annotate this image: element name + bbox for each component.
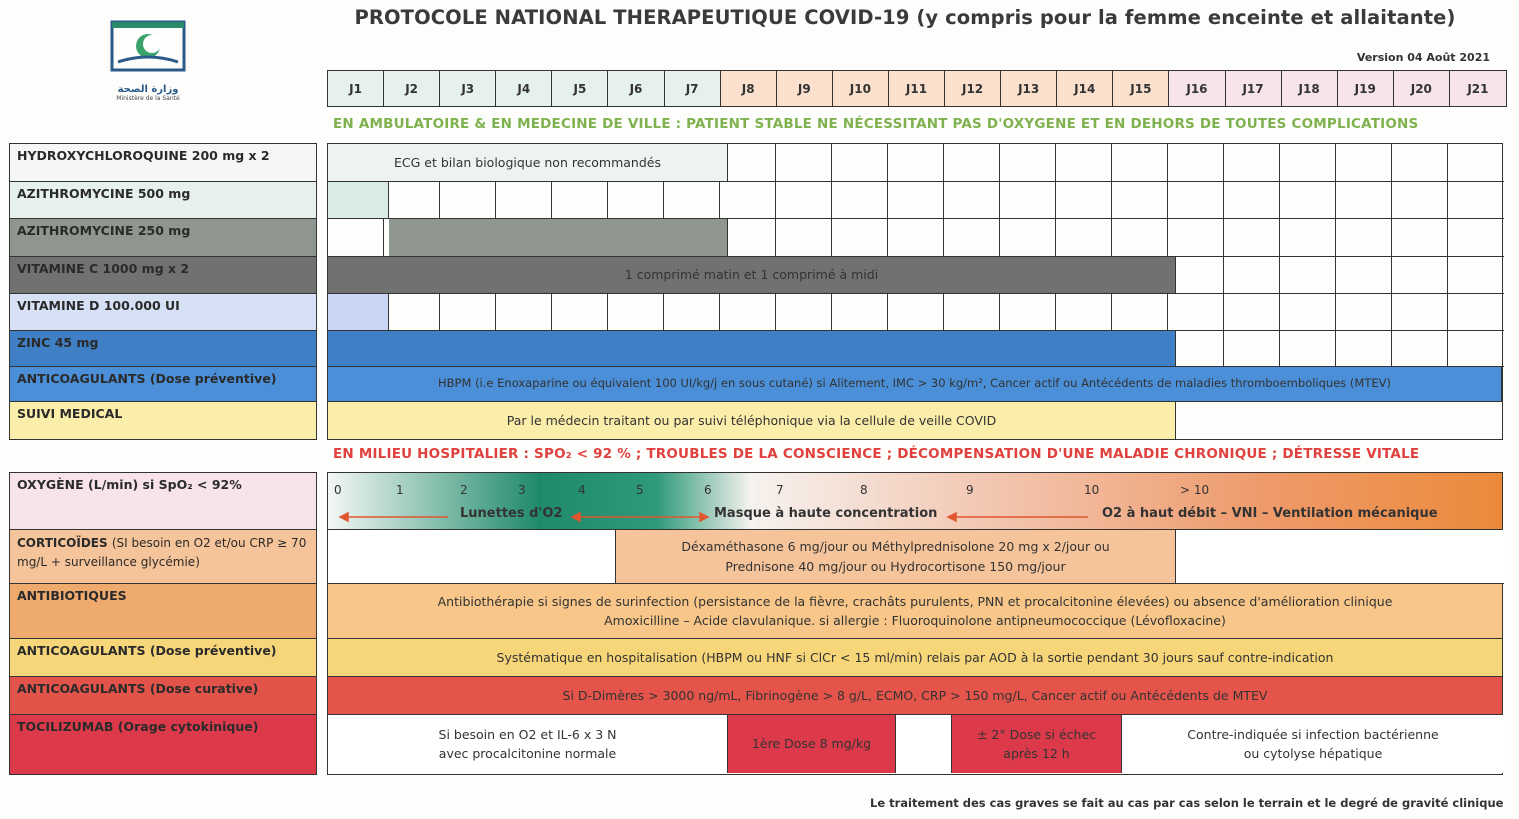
row-label-oxygene: OXYGÈNE (L/min) si SpO₂ < 92%: [9, 472, 317, 530]
day-cell: [1280, 219, 1336, 257]
day-cell: [1056, 219, 1112, 257]
day-cell: [1000, 294, 1056, 331]
row-label-zinc: ZINC 45 mg: [9, 330, 317, 367]
day-cell: [1448, 331, 1504, 367]
day-cell: [832, 294, 888, 331]
day-cell: [608, 182, 664, 219]
day-cell: [1448, 219, 1504, 257]
day-cell: [440, 294, 496, 331]
day-cell: [1280, 257, 1336, 294]
corticoides-label: CORTICOÏDES: [17, 536, 108, 550]
day-j14: J14: [1057, 71, 1113, 106]
day-j9: J9: [777, 71, 833, 106]
bar-azithro-500: [328, 182, 389, 219]
day-cell: [832, 219, 888, 257]
day-cell: [552, 294, 608, 331]
footnote: Le traitement des cas graves se fait au cas par cas selon le terrain et le degré de gravité clinique: [870, 796, 1504, 810]
o2-tick-3: 3: [518, 483, 526, 497]
day-cell: [1448, 294, 1504, 331]
row-azithromycine-500: [328, 182, 1502, 219]
o2-tick-2: 2: [460, 483, 468, 497]
day-j7: J7: [665, 71, 721, 106]
row-label-tocilizumab: TOCILIZUMAB (Orage cytokinique): [9, 714, 317, 775]
note-toci-1: [328, 715, 728, 773]
day-cell: [832, 182, 888, 219]
row-oxygene: [328, 473, 1502, 530]
day-cell: [888, 182, 944, 219]
row-label-vitamine-d: VITAMINE D 100.000 UI: [9, 293, 317, 331]
note-toci-3: [952, 715, 1122, 773]
row-label-antibiotiques: ANTIBIOTIQUES: [9, 583, 317, 639]
day-cell: [888, 219, 944, 257]
day-cell: [776, 219, 832, 257]
day-cell: [384, 294, 440, 331]
day-cell: [552, 182, 608, 219]
row-label-anticoag-cur: ANTICOAGULANTS (Dose curative): [9, 676, 317, 715]
day-cell: [1448, 144, 1504, 182]
day-cell: [1224, 331, 1280, 367]
day-cell: [776, 182, 832, 219]
day-cell: [1336, 331, 1392, 367]
day-j20: J20: [1394, 71, 1450, 106]
day-cell: [1392, 144, 1448, 182]
day-j2: J2: [384, 71, 440, 106]
toci-1-line-2: avec procalcitonine normale: [438, 746, 617, 761]
day-cell: [1392, 257, 1448, 294]
day-cell: [1448, 182, 1504, 219]
day-cell: [1056, 144, 1112, 182]
day-j1: J1: [328, 71, 384, 106]
note-anticoag-prev-hosp: Systématique en hospitalisation (HBPM ou HNF si ClCr < 15 ml/min) relais par AOD à la sortie pendant 30 jours sauf contre-indication: [328, 639, 1502, 677]
day-cell: [1392, 219, 1448, 257]
row-corticoides: [328, 530, 1502, 584]
day-cell: [888, 144, 944, 182]
day-cell: [888, 294, 944, 331]
o2-tick-gt10: > 10: [1180, 483, 1210, 497]
day-cell: [720, 144, 776, 182]
note-ecg: ECG et bilan biologique non recommandés: [328, 144, 728, 182]
day-cell: [1000, 219, 1056, 257]
day-cell: [1168, 219, 1224, 257]
day-cell: [1112, 219, 1168, 257]
day-cell: [1280, 182, 1336, 219]
day-j3: J3: [440, 71, 496, 106]
day-cell: [1392, 182, 1448, 219]
corticoides-detail: (SI besoin en O2 et/ou CRP ≥ 70 mg/L + surveillance glycémie): [17, 536, 307, 570]
note-anticoag-cur: Si D-Dimères > 3000 ng/mL, Fibrinogène > 8 g/L, ECMO, CRP > 150 mg/L, Cancer actif ou Antécédents de MTEV: [328, 677, 1502, 715]
day-cell: [496, 294, 552, 331]
day-header: [327, 70, 1507, 107]
corticoides-empty: [328, 530, 616, 584]
o2-tick-4: 4: [578, 483, 586, 497]
day-j18: J18: [1282, 71, 1338, 106]
toci-1-line-1: Si besoin en O2 et IL-6 x 3 N: [438, 726, 617, 742]
day-cell: [328, 219, 384, 257]
day-cell: [1224, 257, 1280, 294]
note-antibiotiques: [328, 584, 1502, 639]
day-cell: [776, 294, 832, 331]
day-cell: [1168, 294, 1224, 331]
row-azithromycine-250: [328, 219, 1502, 257]
day-j15: J15: [1113, 71, 1169, 106]
day-cell: [1448, 257, 1504, 294]
row-label-hydroxychloroquine: HYDROXYCHLOROQUINE 200 mg x 2: [9, 143, 317, 182]
o2-tick-9: 9: [966, 483, 974, 497]
row-label-azithromycine-500: AZITHROMYCINE 500 mg: [9, 181, 317, 219]
corticoides-line-1: Déxaméthasone 6 mg/jour ou Méthylprednisolone 20 mg x 2/jour ou: [681, 539, 1110, 555]
note-toci-4: [1122, 715, 1504, 773]
ministry-emblem-icon: [108, 18, 188, 78]
day-j13: J13: [1001, 71, 1057, 106]
oxygen-arrows: [328, 473, 1504, 530]
day-j6: J6: [608, 71, 664, 106]
row-tocilizumab: [328, 715, 1502, 773]
note-vitamine-c: 1 comprimé matin et 1 comprimé à midi: [328, 257, 1176, 294]
bar-zinc: [328, 331, 1176, 367]
day-cell: [1168, 144, 1224, 182]
note-toci-2: 1ère Dose 8 mg/kg: [728, 715, 896, 773]
toci-gap: [896, 715, 952, 773]
day-cell: [1056, 182, 1112, 219]
hospital-section-title: EN MILIEU HOSPITALIER : SPO₂ < 92 % ; TROUBLES DE LA CONSCIENCE ; DÉCOMPENSATION D'UNE MALADIE CHRONIQUE ; DÉTRESSE VITALE: [333, 446, 1420, 462]
bar-azithro-250: [389, 219, 728, 257]
row-anticoag-prev-hosp: [328, 639, 1502, 677]
day-cell: [1224, 182, 1280, 219]
o2-tick-5: 5: [636, 483, 644, 497]
o2-tick-8: 8: [860, 483, 868, 497]
toci-3-line-2: après 12 h: [1003, 746, 1070, 761]
day-cell: [608, 294, 664, 331]
toci-3-line-1: ± 2° Dose si échec: [976, 726, 1097, 742]
day-j4: J4: [496, 71, 552, 106]
day-j12: J12: [945, 71, 1001, 106]
day-cell: [1336, 294, 1392, 331]
note-suivi-medical: Par le médecin traitant ou par suivi téléphonique via la cellule de veille COVID: [328, 402, 1176, 439]
day-cell: [496, 182, 552, 219]
day-cell: [944, 144, 1000, 182]
day-cell: [384, 182, 440, 219]
day-cell: [776, 144, 832, 182]
row-label-vitamine-c: VITAMINE C 1000 mg x 2: [9, 256, 317, 294]
day-j16: J16: [1169, 71, 1225, 106]
day-cell: [1224, 219, 1280, 257]
day-cell: [1336, 144, 1392, 182]
day-cell: [440, 182, 496, 219]
day-cell: [720, 182, 776, 219]
day-cell: [1336, 182, 1392, 219]
day-cell: [1112, 144, 1168, 182]
row-hydroxychloroquine: [328, 144, 1502, 182]
day-j10: J10: [833, 71, 889, 106]
toci-4-line-1: Contre-indiquée si infection bactérienne: [1187, 726, 1439, 742]
logo-text-fr: Ministère de la Santé: [116, 95, 180, 102]
day-j8: J8: [721, 71, 777, 106]
row-anticoag-prev-amb: [328, 367, 1502, 402]
day-cell: [1392, 331, 1448, 367]
row-label-anticoag-prev-amb: ANTICOAGULANTS (Dose préventive): [9, 366, 317, 402]
row-vitamine-d: [328, 294, 1502, 331]
o2-tick-10: 10: [1084, 483, 1100, 497]
day-cell: [1000, 144, 1056, 182]
antibiotiques-line-1: Antibiothérapie si signes de surinfection (persistance de la fièvre, crachâts purulents, PNN et procalcitonine élevées) ou absence d'amélioration clinique: [437, 593, 1393, 609]
o2-mode-haut-debit: O2 à haut débit – VNI – Ventilation mécanique: [1102, 506, 1438, 521]
corticoides-empty-end: [1176, 530, 1504, 584]
day-cell: [1224, 294, 1280, 331]
o2-mode-masque: Masque à haute concentration: [714, 506, 938, 521]
row-label-azithromycine-250: AZITHROMYCINE 250 mg: [9, 218, 317, 257]
antibiotiques-line-2: Amoxicilline – Acide clavulanique. si allergie : Fluoroquinolone antipneumococcique (Lévofloxacine): [604, 613, 1226, 628]
day-cell: [1056, 294, 1112, 331]
day-cell: [944, 219, 1000, 257]
o2-mode-lunettes: Lunettes d'O2: [460, 506, 563, 521]
version-label: Version 04 Août 2021: [1356, 51, 1490, 64]
day-cell: [944, 294, 1000, 331]
ministry-logo: [108, 18, 188, 113]
hospital-grid: [327, 472, 1503, 775]
row-label-corticoides: [9, 529, 317, 584]
row-anticoag-cur: [328, 677, 1502, 715]
day-cell: [1168, 257, 1224, 294]
row-vitamine-c: [328, 257, 1502, 294]
o2-tick-1: 1: [396, 483, 404, 497]
day-cell: [1392, 294, 1448, 331]
day-cell: [1112, 294, 1168, 331]
ambulatory-grid: [327, 143, 1503, 440]
day-cell: [1336, 257, 1392, 294]
note-anticoag-prev-amb: HBPM (i.e Enoxaparine ou équivalent 100 UI/kg/j en sous cutané) si Alitement, IMC > 30 kg/m², Cancer actif ou Antécédents de maladies thromboemboliques (MTEV): [328, 367, 1502, 402]
day-cell: [720, 219, 776, 257]
day-cell: [1336, 219, 1392, 257]
note-corticoides: [616, 530, 1176, 584]
day-cell: [1112, 182, 1168, 219]
o2-tick-0: 0: [334, 483, 342, 497]
day-j17: J17: [1226, 71, 1282, 106]
day-cell: [1168, 331, 1224, 367]
day-cell: [944, 182, 1000, 219]
day-cell: [1168, 182, 1224, 219]
row-antibiotiques: [328, 584, 1502, 639]
row-suivi-medical: [328, 402, 1502, 439]
row-label-suivi-medical: SUIVI MEDICAL: [9, 401, 317, 440]
day-cell: [1280, 331, 1336, 367]
row-label-anticoag-prev-hosp: ANTICOAGULANTS (Dose préventive): [9, 638, 317, 677]
corticoides-line-2: Prednisone 40 mg/jour ou Hydrocortisone 150 mg/jour: [725, 558, 1066, 574]
day-j5: J5: [552, 71, 608, 106]
day-cell: [1280, 294, 1336, 331]
o2-tick-6: 6: [704, 483, 712, 497]
day-j11: J11: [889, 71, 945, 106]
day-cell: [664, 182, 720, 219]
ambulatory-section-title: EN AMBULATOIRE & EN MEDECINE DE VILLE : PATIENT STABLE NE NÉCESSITANT PAS D'OXYGENE ET EN DEHORS DE TOUTES COMPLICATIONS: [333, 116, 1419, 132]
day-cell: [832, 144, 888, 182]
day-j21: J21: [1450, 71, 1506, 106]
day-cell: [1000, 182, 1056, 219]
page-title: PROTOCOLE NATIONAL THERAPEUTIQUE COVID-19 (y compris pour la femme enceinte et allaitante): [354, 6, 1456, 29]
day-cell: [720, 294, 776, 331]
logo-text-ar: وزارة الصحة: [117, 84, 179, 95]
day-cell: [1280, 144, 1336, 182]
day-j19: J19: [1338, 71, 1394, 106]
bar-vitamine-d: [328, 294, 389, 331]
row-zinc: [328, 331, 1502, 367]
toci-4-line-2: ou cytolyse hépatique: [1243, 746, 1383, 761]
o2-tick-7: 7: [776, 483, 784, 497]
day-cell: [664, 294, 720, 331]
day-cell: [1224, 144, 1280, 182]
